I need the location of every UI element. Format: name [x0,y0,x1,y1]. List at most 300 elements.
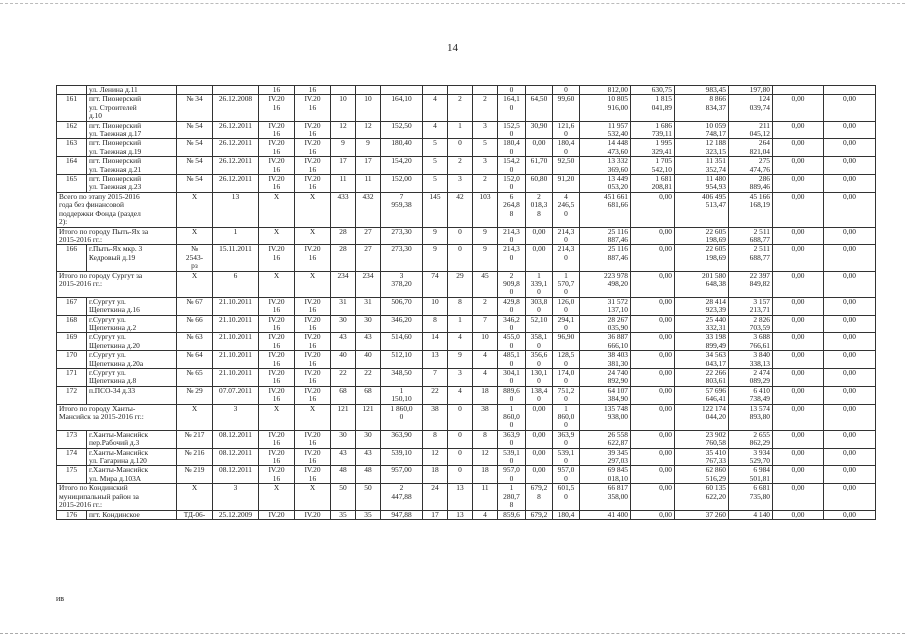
table-cell: 214,3 0 [553,245,580,271]
table-cell: 180,4 0 [553,139,580,157]
table-cell: IV.20 16 [295,333,331,351]
table-cell [213,86,259,95]
table-cell: 1 681 208,81 [631,175,675,193]
table-cell: 26.12.2008 [213,95,259,121]
table-cell: 11 351 352,74 [675,157,729,175]
table-cell: Х [259,484,295,510]
table-cell: IV.20 [295,510,331,519]
table-cell: 4 246,5 0 [553,192,580,227]
table-cell: 432 [356,192,381,227]
table-cell: IV.20 16 [259,175,295,193]
table-cell: 5 [473,139,498,157]
table-cell: 13 332 369,60 [580,157,631,175]
table-cell: 4 [448,386,473,404]
table-cell: 3 [448,175,473,193]
table-cell: 30,90 [526,121,553,139]
table-cell: 22 [331,369,356,387]
table-cell [423,86,448,95]
table-row [57,157,876,175]
table-cell: 1 995 329,41 [631,139,675,157]
table-cell: 0 [448,466,473,484]
table-cell: IV.20 16 [295,157,331,175]
table-cell: 0,00 [773,430,824,448]
table-cell: 234 [356,271,381,297]
table-cell: 234 [331,271,356,297]
table-cell: 429,8 0 [498,297,526,315]
table-cell: 0,00 [773,139,824,157]
table-cell: 0,00 [631,404,675,430]
table-cell: IV.20 16 [259,386,295,404]
table-cell: 5 [423,175,448,193]
table-cell: 506,70 [381,297,423,315]
table-cell: 22 266 803,61 [675,369,729,387]
table-cell: 21.10.2011 [213,333,259,351]
table-cell: 45 166 168,19 [729,192,773,227]
table-cell: Х [177,192,213,227]
table-cell: 25.12.2009 [213,510,259,519]
table-cell: 304,1 0 [498,369,526,387]
table-cell: 1 280,7 8 [498,484,526,510]
table-cell: 348,50 [381,369,423,387]
table-cell: 8 866 834,37 [675,95,729,121]
summary-row [57,227,876,245]
table-cell: 68 [356,386,381,404]
row-number-cell: 169 [57,333,87,351]
table-cell: 0,00 [773,297,824,315]
table-cell: 11 [356,175,381,193]
table-cell: IV.20 16 [295,95,331,121]
table-cell: 2 [473,297,498,315]
table-cell: 2 [473,95,498,121]
table-cell: № 2543- рз [177,245,213,271]
table-cell: 214,3 0 [498,227,526,245]
table-cell: 0,00 [773,351,824,369]
table-cell: № 54 [177,121,213,139]
table-cell: 1 [213,227,259,245]
table-cell: 0,00 [773,271,824,297]
table-cell: 0,00 [824,121,876,139]
table-cell: 154,2 0 [498,157,526,175]
table-cell: 138,4 0 [526,386,553,404]
address-cell: г.Сургут ул. Щепеткина д.20а [87,351,177,369]
table-cell: 0 [448,227,473,245]
table-cell: 10 805 916,00 [580,95,631,121]
table-cell: 451 661 681,66 [580,192,631,227]
table-cell: 0,00 [773,121,824,139]
table-cell: 3 840 338,13 [729,351,773,369]
table-cell: 12 188 323,15 [675,139,729,157]
table-cell: 22 605 198,69 [675,227,729,245]
address-cell: г.Сургут ул. Щепеткина д.8 [87,369,177,387]
row-number-cell: 166 [57,245,87,271]
table-cell: 13 [423,351,448,369]
table-cell: Х [259,404,295,430]
table-cell: 13 [448,484,473,510]
table-cell: 08.12.2011 [213,448,259,466]
table-cell: 0,00 [631,245,675,271]
table-cell: 214,3 0 [553,227,580,245]
row-number-cell: 173 [57,430,87,448]
table-cell: 31 572 137,10 [580,297,631,315]
table-cell: 103 [473,192,498,227]
table-cell: Х [295,484,331,510]
table-cell: 22 605 198,69 [675,245,729,271]
summary-label: Итого по городу Ханты- Мансийск за 2015-2016 гг.: [57,404,177,430]
table-cell: 455,0 0 [498,333,526,351]
table-cell: 135 748 938,00 [580,404,631,430]
table-cell: 121,6 0 [553,121,580,139]
table-cell: 11 480 954,93 [675,175,729,193]
table-cell: Х [259,192,295,227]
table-cell: 91,20 [553,175,580,193]
table-cell: 0,00 [824,245,876,271]
table-cell: 0,00 [824,157,876,175]
table-cell: 363,90 [381,430,423,448]
table-cell: IV.20 16 [295,139,331,157]
table-cell: 45 [473,271,498,297]
table-cell: IV.20 16 [259,369,295,387]
table-cell: 812,00 [580,86,631,95]
table-cell: 406 495 513,47 [675,192,729,227]
table-cell: 1 860,0 0 [498,404,526,430]
table-cell: 43 [356,448,381,466]
table-cell: 50 [356,484,381,510]
footer-initials: ив [56,594,65,603]
table-cell: 0,00 [824,271,876,297]
table-cell [448,86,473,95]
table-cell: 0,00 [773,245,824,271]
table-cell: 66 817 358,00 [580,484,631,510]
table-cell: 11 [473,484,498,510]
table-cell: № 34 [177,95,213,121]
table-cell: 630,75 [631,86,675,95]
table-cell: 6 984 501,81 [729,466,773,484]
table-row [57,315,876,333]
table-cell: 539,1 0 [553,448,580,466]
table-cell: 223 978 498,20 [580,271,631,297]
table-cell: 24 [423,484,448,510]
table-cell: 68 [331,386,356,404]
table-cell: 43 [331,448,356,466]
table-cell: 174,0 0 [553,369,580,387]
table-cell: 1 686 739,11 [631,121,675,139]
table-cell: 983,45 [675,86,729,95]
table-cell: 21.10.2011 [213,315,259,333]
table-cell: 25 116 887,46 [580,245,631,271]
table-cell: 346,20 [381,315,423,333]
address-cell: пгт. Пионерский ул. Таежная д.23 [87,175,177,193]
table-cell [526,86,553,95]
table-cell: 214,3 0 [498,245,526,271]
table-cell: 2 447,88 [381,484,423,510]
table-cell: 0 [448,245,473,271]
table-cell: 3 934 529,70 [729,448,773,466]
table-cell: 859,6 [498,510,526,519]
table-cell: ТД-06- [177,510,213,519]
table-cell: 0,00 [824,404,876,430]
table-cell: Х [295,404,331,430]
table-cell: 130,1 0 [526,369,553,387]
table-cell: 17 [356,157,381,175]
table-cell: IV.20 16 [259,297,295,315]
table-cell: IV.20 16 [295,466,331,484]
table-cell: 2 826 703,59 [729,315,773,333]
table-cell: 539,10 [381,448,423,466]
table-cell: 0,00 [631,466,675,484]
table-cell: IV.20 16 [259,139,295,157]
table-cell: 6 264,8 8 [498,192,526,227]
address-cell: г.Сургут ул. Щепеткина д.16 [87,297,177,315]
table-cell: IV.20 16 [295,351,331,369]
table-cell: 64,50 [526,95,553,121]
table-cell: 48 [356,466,381,484]
table-cell: 96,90 [553,333,580,351]
table-cell: 18 [473,466,498,484]
table-cell: 9 [473,227,498,245]
table-row [57,297,876,315]
table-cell: Х [177,484,213,510]
table-cell: 0,00 [631,271,675,297]
table-cell: 152,0 0 [498,175,526,193]
table-cell: 0,00 [526,466,553,484]
table-cell: 679,2 8 [526,484,553,510]
table-cell: 13 [213,192,259,227]
table-cell: 16 [259,86,295,95]
table-cell: 303,8 0 [526,297,553,315]
address-cell: г.Ханты-Мансийск ул. Мира д.103А [87,466,177,484]
table-cell: 08.12.2011 [213,466,259,484]
table-cell: 485,1 0 [498,351,526,369]
table-cell: 0,00 [824,297,876,315]
summary-row [57,192,876,227]
table-cell: 0,00 [824,95,876,121]
table-cell: 0,00 [824,351,876,369]
table-cell: 0,00 [773,484,824,510]
table-cell: 28 [331,227,356,245]
table-cell: 24 740 892,90 [580,369,631,387]
table-cell: 6 410 738,49 [729,386,773,404]
table-cell: 0 [448,404,473,430]
table-cell: IV.20 16 [295,175,331,193]
table-cell: 8 [423,430,448,448]
table-cell: 0 [448,139,473,157]
row-number-cell: 163 [57,139,87,157]
table-cell: 957,0 0 [498,466,526,484]
table-cell: 26.12.2011 [213,139,259,157]
table-cell: 122 174 044,20 [675,404,729,430]
table-cell: 28 414 923,39 [675,297,729,315]
address-cell: п.ПСО-34 д.33 [87,386,177,404]
row-number-cell: 161 [57,95,87,121]
table-cell: 1 339,1 0 [526,271,553,297]
table-cell: 197,80 [729,86,773,95]
table-cell: 50 [331,484,356,510]
table-cell: 74 [423,271,448,297]
table-cell: Х [259,227,295,245]
table-cell: 42 [448,192,473,227]
table-cell: IV.20 16 [295,121,331,139]
address-cell: пгт. Пионерский ул. Строителей д.10 [87,95,177,121]
table-cell: 128,5 0 [553,351,580,369]
table-cell: 18 [473,386,498,404]
table-cell: 346,2 0 [498,315,526,333]
table-cell: Х [259,271,295,297]
table-cell: 6 681 735,80 [729,484,773,510]
table-cell: IV.20 16 [259,245,295,271]
table-cell: 13 [448,510,473,519]
summary-label: Итого по городу Сургут за 2015-2016 гг.: [57,271,177,297]
table-row [57,86,876,95]
table-cell [824,86,876,95]
row-number-cell: 162 [57,121,87,139]
address-cell: пгт. Пионерский ул. Таежная д.19 [87,139,177,157]
table-cell: 27 [356,227,381,245]
table-cell: 11 957 532,40 [580,121,631,139]
table-cell: 180,4 [553,510,580,519]
table-cell: IV.20 16 [295,297,331,315]
table-cell: 39 345 297,03 [580,448,631,466]
table-cell: 679,2 [526,510,553,519]
table-cell: 1 860,0 0 [553,404,580,430]
table-cell: 7 959,38 [381,192,423,227]
table-cell: IV.20 16 [259,448,295,466]
table-cell: 1 [448,315,473,333]
table-cell: 152,00 [381,175,423,193]
table-row [57,95,876,121]
table-cell: № 65 [177,369,213,387]
table-cell: 30 [356,430,381,448]
address-cell: пгт. Пионерский ул. Таежная д.17 [87,121,177,139]
page-number: 14 [447,42,458,54]
table-cell: 17 [331,157,356,175]
table-cell: 0,00 [824,466,876,484]
table-cell: 4 [473,510,498,519]
table-cell: 10 [356,95,381,121]
table-cell: 2 [448,95,473,121]
table-cell: 7 [473,315,498,333]
table-cell: 61,70 [526,157,553,175]
table-cell: 9 [423,245,448,271]
table-cell: № 63 [177,333,213,351]
table-cell: 957,00 [381,466,423,484]
table-cell: 180,4 0 [498,139,526,157]
table-cell [473,86,498,95]
table-cell: 33 198 899,49 [675,333,729,351]
table-cell: 30 [356,315,381,333]
table-cell: 0,00 [773,175,824,193]
table-cell: 2 655 862,29 [729,430,773,448]
table-cell: 22 [356,369,381,387]
table-row [57,386,876,404]
table-row [57,351,876,369]
table-cell: IV.20 16 [295,315,331,333]
table-cell: 294,1 0 [553,315,580,333]
table-cell: 3 [213,404,259,430]
row-number-cell: 175 [57,466,87,484]
table-cell: 3 [213,484,259,510]
summary-label: Итого по Кондинский муниципальный район за 2015-2016 гг.: [57,484,177,510]
table-cell: 0,00 [526,448,553,466]
row-number-cell: 171 [57,369,87,387]
table-cell: № 54 [177,139,213,157]
table-cell: 126,0 0 [553,297,580,315]
table-cell: IV.20 16 [259,351,295,369]
table-cell: 201 580 648,38 [675,271,729,297]
table-cell: IV.20 16 [295,369,331,387]
table-cell: 92,50 [553,157,580,175]
scan-edge-bottom [0,633,905,634]
table-cell: 512,10 [381,351,423,369]
table-cell: 14 [423,333,448,351]
table-cell: 0,00 [773,386,824,404]
table-cell: 363,9 0 [498,430,526,448]
table-cell: 264 821,04 [729,139,773,157]
table-cell: № 64 [177,351,213,369]
table-cell: 12 [473,448,498,466]
table-cell: 152,5 0 [498,121,526,139]
table-cell: 0,00 [824,386,876,404]
table-cell: 0 [448,448,473,466]
table-cell: 35 [356,510,381,519]
table-cell: 38 [423,404,448,430]
table-cell: IV.20 16 [259,315,295,333]
table-cell: 10 [473,333,498,351]
table-cell: 2 511 688,77 [729,227,773,245]
summary-label: Всего по этапу 2015-2016 года без финансовой поддержки Фонда (раздел 2): [57,192,177,227]
row-number-cell [57,86,87,95]
table-cell: 9 [423,227,448,245]
address-cell: г.Сургут ул. Щепеткина д.20 [87,333,177,351]
address-cell: г.Ханты-Мансийск ул. Гагарина д.120 [87,448,177,466]
table-cell: 0,00 [631,192,675,227]
table-cell: 9 [473,245,498,271]
table-cell: 957,0 0 [553,466,580,484]
table-cell: IV.20 [259,510,295,519]
table-cell: 37 260 [675,510,729,519]
table-cell: 7 [423,369,448,387]
table-cell: 2 018,3 8 [526,192,553,227]
table-cell: 2 474 089,29 [729,369,773,387]
table-cell: IV.20 16 [259,466,295,484]
table-cell: 121 [331,404,356,430]
table-cell: Х [295,227,331,245]
table-cell: 60 135 622,20 [675,484,729,510]
table-cell: 273,30 [381,245,423,271]
table-cell [381,86,423,95]
table-cell: Х [295,271,331,297]
housing-register-table [56,85,876,520]
table-cell: 21.10.2011 [213,351,259,369]
table-cell: 0 [553,86,580,95]
table-cell: 275 474,76 [729,157,773,175]
table-cell: 22 [423,386,448,404]
table-cell: 35 [331,510,356,519]
table-cell: 1 570,7 0 [553,271,580,297]
table-cell: 0,00 [824,430,876,448]
table-row [57,430,876,448]
table-cell: 1 150,10 [381,386,423,404]
table-cell: 1 705 542,10 [631,157,675,175]
table-cell: 0,00 [631,484,675,510]
table-cell: 22 397 849,82 [729,271,773,297]
table-cell: 36 887 666,10 [580,333,631,351]
table-cell: IV.20 16 [259,157,295,175]
table-cell: IV.20 16 [259,333,295,351]
table-cell: 13 449 053,20 [580,175,631,193]
table-cell: 4 [423,121,448,139]
table-cell: 10 [331,95,356,121]
table-cell: 180,40 [381,139,423,157]
